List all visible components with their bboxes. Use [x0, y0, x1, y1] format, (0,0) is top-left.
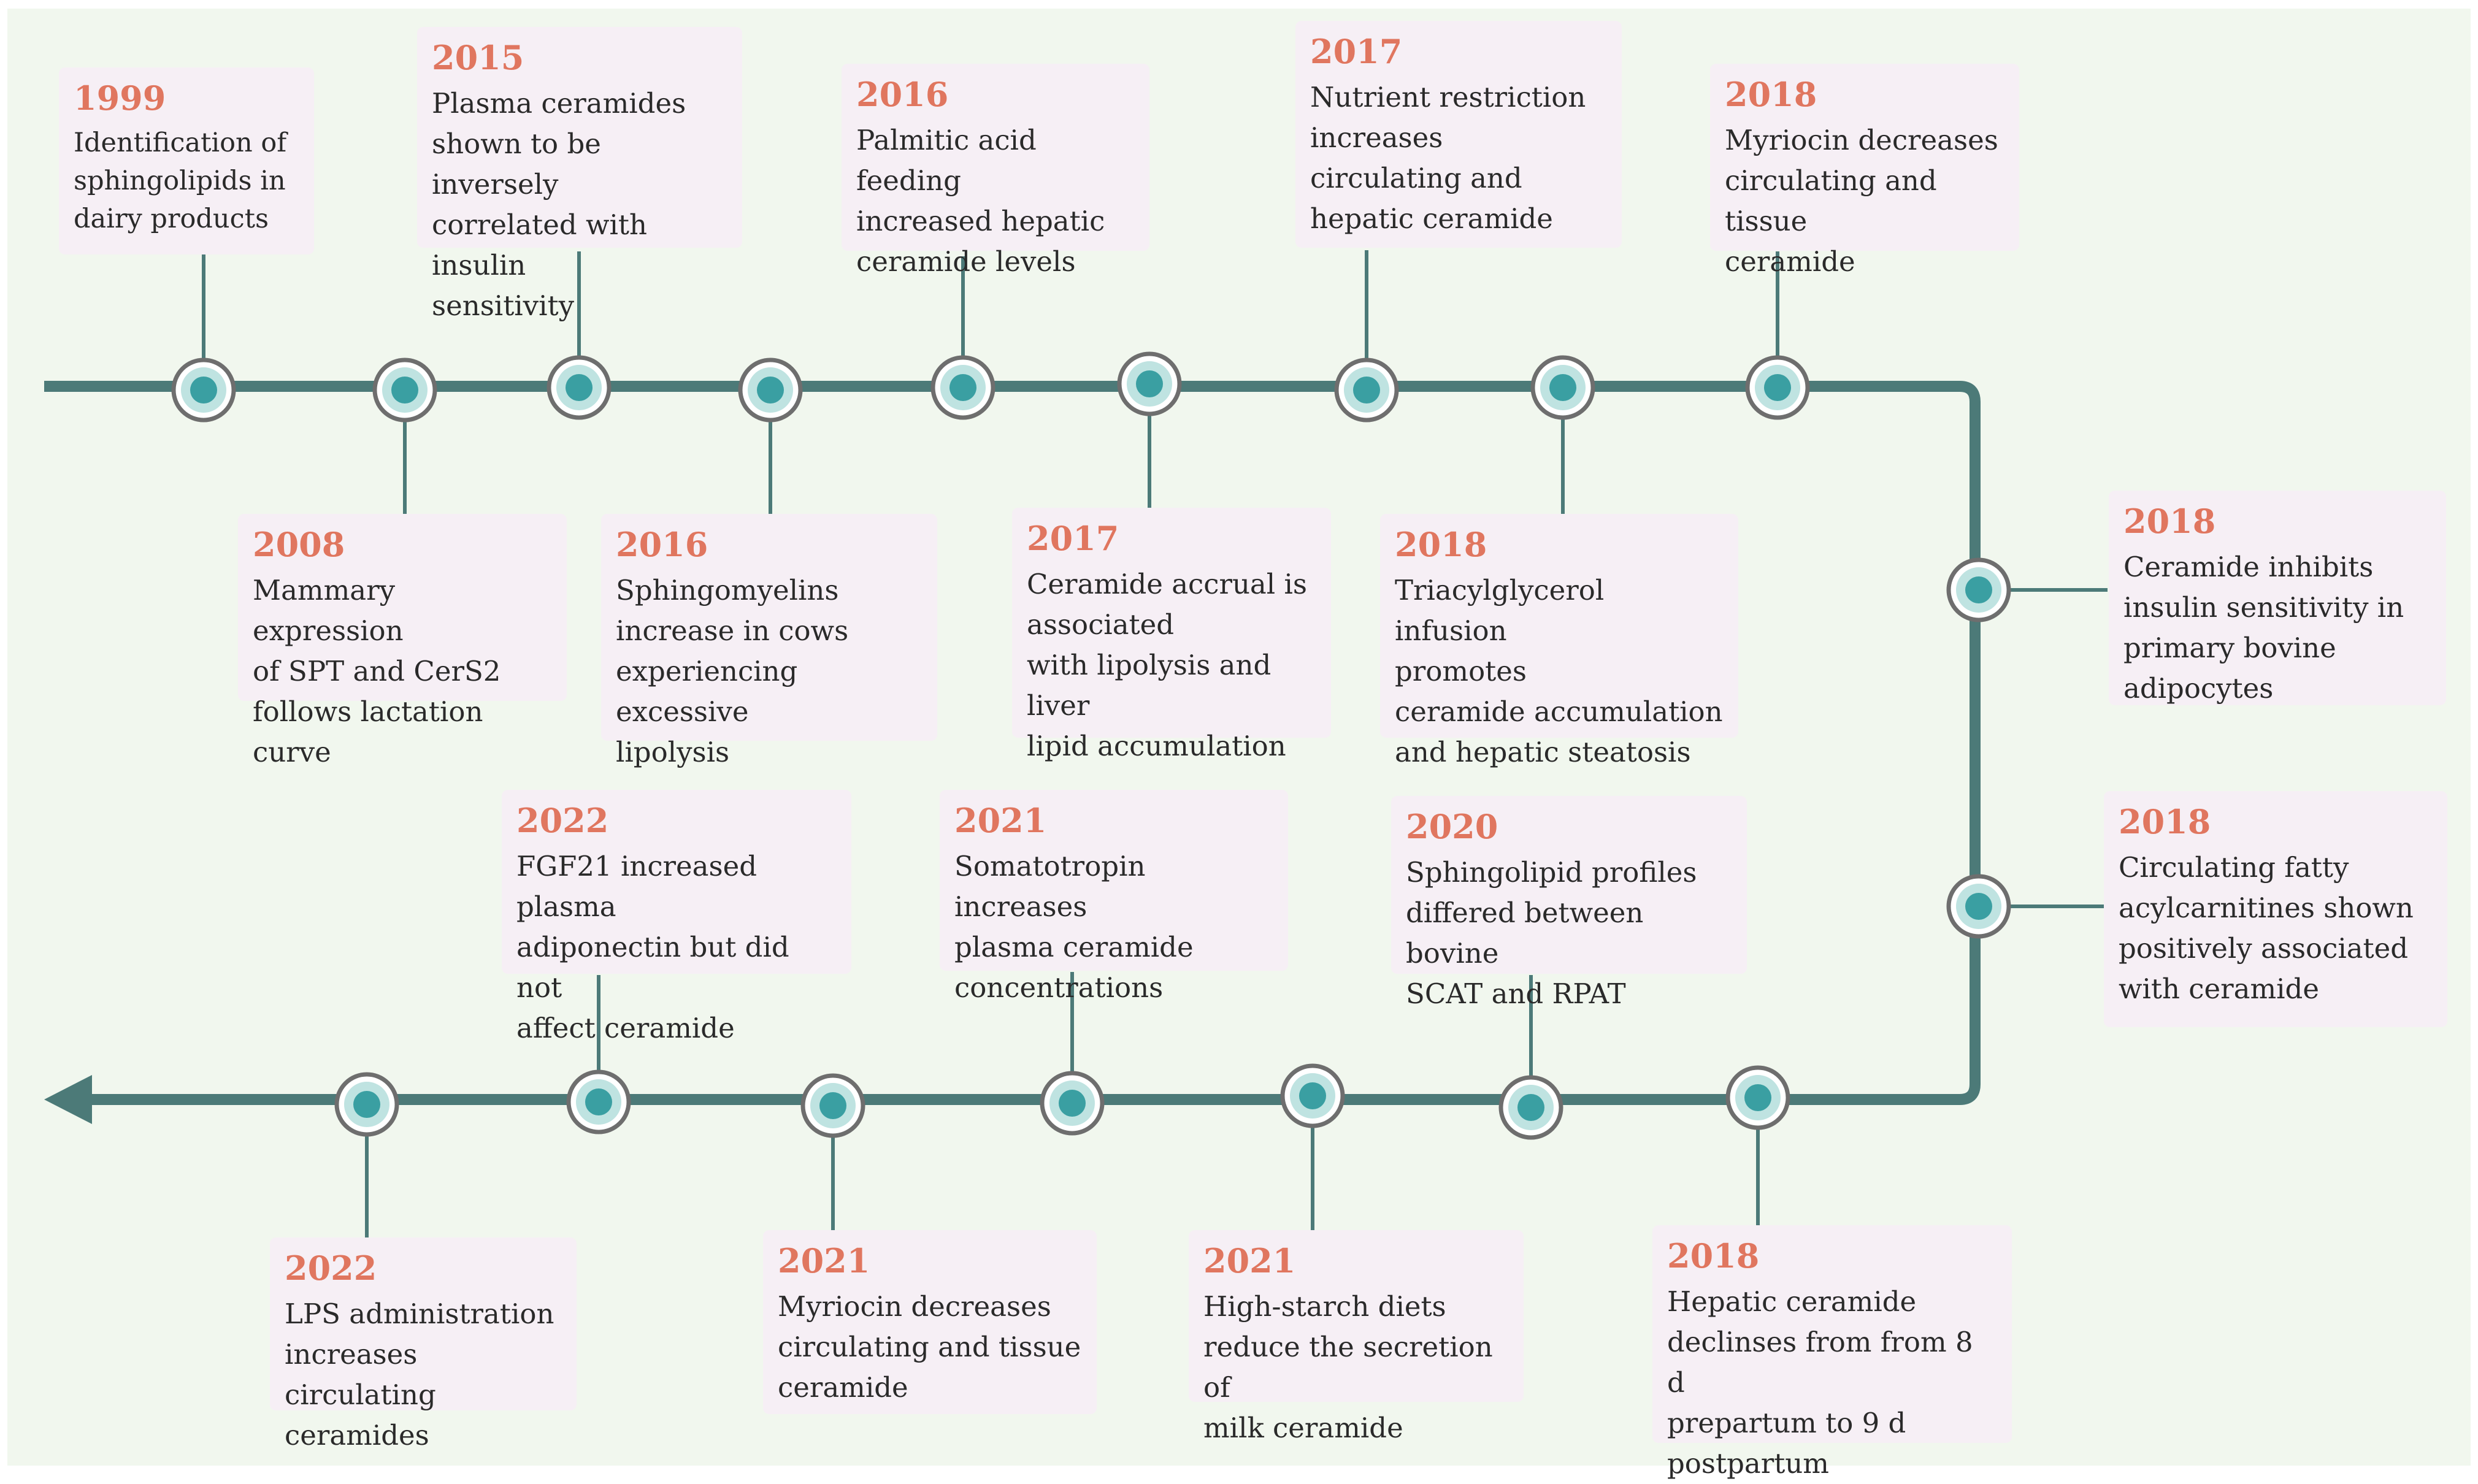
event-description: Sphingolipid profiles differed between bovine SCAT and RPAT	[1406, 856, 1697, 1010]
event-year: 2017	[1310, 32, 1403, 71]
event-card-2022-fgf21	[502, 790, 851, 1044]
timeline-node-11	[1949, 876, 2009, 936]
event-description: Ceramide accrual is associated with lipolysis and liver lipid accumulation	[1027, 568, 1307, 762]
timeline-node-12	[1728, 1068, 1788, 1128]
event-year: 2018	[1725, 75, 1817, 114]
timeline-node-1	[174, 360, 234, 420]
event-description: Palmitic acid feeding increased hepatic ceramide levels	[856, 124, 1105, 278]
event-card-2018-triacylglycerol	[1380, 514, 1738, 768]
event-card-2016-sphingomyelins	[601, 514, 937, 768]
event-year: 2018	[1667, 1236, 1760, 1276]
event-description: High-starch diets reduce the secretion of milk ceramide	[1203, 1290, 1493, 1444]
event-year: 2018	[2119, 802, 2211, 841]
timeline-node-10	[1949, 560, 2009, 620]
event-year: 2022	[285, 1249, 377, 1288]
event-card-2018-ceramide-inhibits	[2109, 491, 2446, 705]
event-description: Identification of sphingolipids in dairy products	[74, 128, 287, 234]
event-card-2021-somatotropin	[940, 790, 1288, 1004]
timeline-node-14	[1283, 1066, 1343, 1126]
timeline-node-6	[1119, 354, 1180, 414]
timeline-node-4	[740, 360, 800, 420]
timeline-node-2	[375, 360, 435, 420]
event-year: 2020	[1406, 807, 1498, 846]
event-card-2018-myriocin	[1710, 64, 2019, 278]
event-card-2022-lps	[270, 1237, 577, 1451]
event-year: 2016	[856, 75, 949, 114]
event-year: 2016	[616, 525, 708, 564]
event-card-2017-nutrient	[1295, 21, 1622, 248]
event-description: Somatotropin increases plasma ceramide concentrations	[954, 850, 1194, 1004]
event-year: 2008	[253, 525, 345, 564]
timeline-node-13	[1501, 1077, 1561, 1138]
timeline-node-9	[1747, 358, 1808, 418]
event-description: Nutrient restriction increases circulating and hepatic ceramide	[1310, 81, 1586, 235]
event-description: Ceramide inhibits insulin sensitivity in primary bovine adipocytes	[2123, 551, 2404, 705]
event-year: 2022	[516, 801, 609, 840]
event-card-2020	[1391, 796, 1747, 1010]
event-description: Myriocin decreases circulating and tissue ceramide	[778, 1290, 1081, 1404]
timeline-node-3	[549, 358, 609, 418]
event-description: Triacylglycerol infusion promotes ceramide accumulation and hepatic steatosis	[1395, 574, 1723, 768]
timeline-node-17	[569, 1072, 629, 1132]
event-card-2015	[417, 27, 742, 322]
event-card-2021-myriocin	[763, 1230, 1097, 1414]
event-year: 2015	[432, 38, 524, 77]
event-description: Sphingomyelins increase in cows experiencing excessive lipolysis	[616, 574, 849, 768]
timeline-node-15	[1042, 1073, 1102, 1133]
event-card-2017-ceramide-accrual	[1012, 508, 1331, 762]
event-year: 2021	[1203, 1241, 1296, 1280]
timeline-node-5	[933, 358, 993, 418]
event-year: 2018	[2123, 502, 2216, 541]
event-description: Circulating fatty acylcarnitines shown positively associated with ceramide	[2119, 851, 2414, 1005]
event-description: LPS administration increases circulating ceramides	[285, 1298, 554, 1451]
event-card-2021-high-starch	[1189, 1230, 1524, 1444]
event-description: FGF21 increased plasma adiponectin but did not affect ceramide	[516, 850, 789, 1044]
timeline-node-18	[337, 1074, 397, 1134]
event-card-1999	[59, 67, 314, 254]
timeline-node-16	[803, 1076, 863, 1136]
event-card-2016-palmitic	[842, 64, 1149, 278]
event-year: 1999	[74, 78, 166, 118]
event-year: 2021	[778, 1241, 870, 1280]
timeline-node-7	[1337, 360, 1397, 420]
timeline-arrowhead	[44, 1075, 92, 1124]
event-description: Hepatic ceramide declinses from from 8 d prepartum to 9 d postpartum	[1667, 1285, 1973, 1480]
event-card-2018-hepatic	[1652, 1225, 2012, 1480]
event-card-2008	[238, 514, 567, 768]
event-year: 2017	[1027, 519, 1119, 558]
event-description: Plasma ceramides shown to be inversely correlated with insulin sensitivity	[432, 87, 686, 322]
event-year: 2018	[1395, 525, 1487, 564]
timeline-node-8	[1533, 358, 1593, 418]
event-card-2018-acylcarnitines	[2104, 791, 2447, 1027]
event-description: Mammary expression of SPT and CerS2 follows lactation curve	[253, 574, 501, 768]
event-description: Myriocin decreases circulating and tissue ceramide	[1725, 124, 1998, 278]
event-year: 2021	[954, 801, 1047, 840]
